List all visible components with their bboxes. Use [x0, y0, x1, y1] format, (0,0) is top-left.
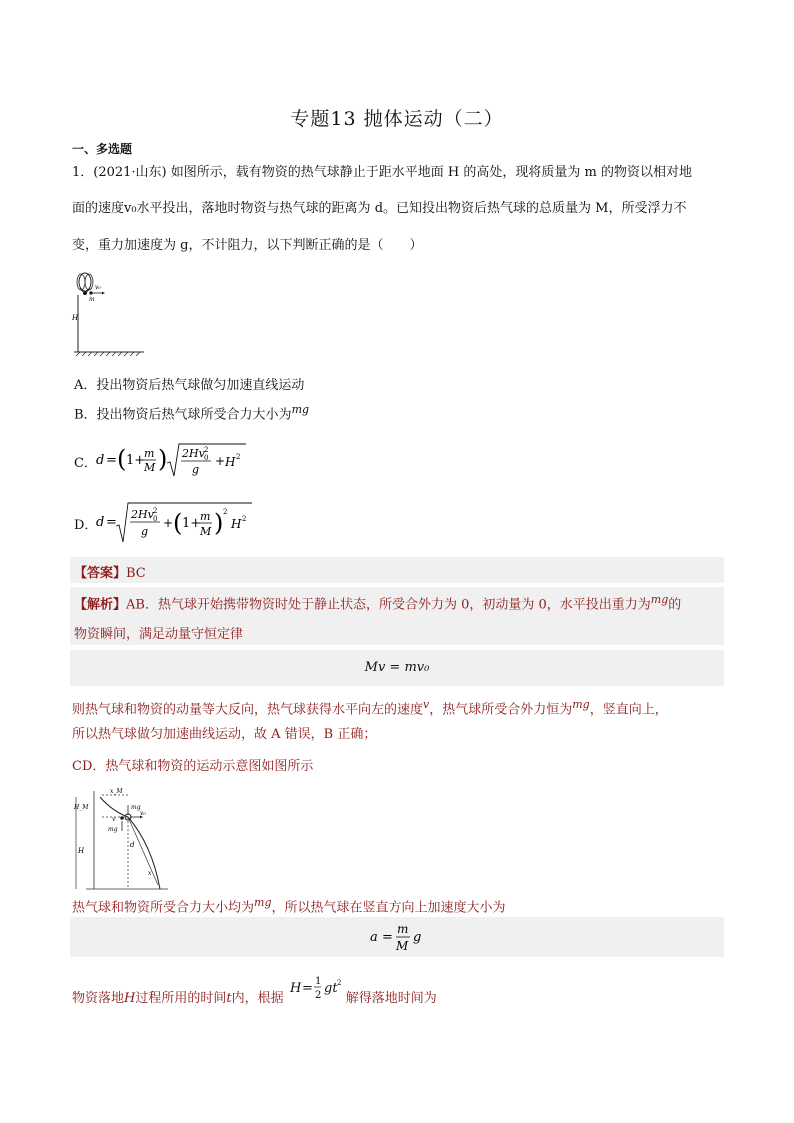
svg-text:M: M: [396, 939, 409, 953]
analysis-line-3: [72, 696, 668, 719]
svg-text:H: H: [289, 981, 302, 996]
svg-text:2: 2: [153, 507, 158, 515]
svg-text:=: =: [301, 981, 313, 996]
svg-text:2: 2: [242, 515, 247, 523]
option-d-label: D．: [74, 518, 98, 533]
analysis-line-5: CD．热气球和物资的运动示意图如图所示: [72, 759, 314, 774]
analysis-p7-mid: 过程所用的时间: [135, 991, 227, 1006]
analysis-p2: 物资瞬间，满足动量守恒定律: [74, 627, 244, 642]
svg-text:d: d: [96, 453, 105, 468]
svg-text:=: =: [382, 930, 393, 945]
svg-text:1: 1: [314, 976, 322, 987]
svg-text:g: g: [141, 525, 149, 538]
analysis-p7-end: 解得落地时间为: [345, 991, 437, 1006]
analysis-p3-math2: mg: [572, 698, 590, 711]
analysis-p7-t: t: [226, 991, 232, 1006]
v0-label: v₀: [95, 284, 101, 291]
option-c-formula: [96, 440, 256, 482]
svg-text:m: m: [397, 922, 409, 936]
svg-text:g: g: [413, 930, 422, 945]
v0-label-2: v₀: [140, 810, 146, 817]
section-heading: 一、多选题: [72, 142, 133, 156]
analysis-line-4: 所以热气球做匀加速曲线运动，故 A 错误，B 正确；: [72, 727, 377, 742]
analysis-p3-math: v: [423, 698, 430, 711]
svg-text:): ): [214, 509, 224, 537]
svg-text:m: m: [144, 447, 155, 460]
analysis-line-1: [70, 587, 724, 617]
equation-2-block: [70, 917, 724, 957]
analysis-line-7: [72, 966, 437, 1006]
svg-text:2: 2: [223, 508, 228, 516]
analysis-p1-end: 的: [668, 597, 682, 613]
svg-text:0: 0: [153, 515, 158, 523]
analysis-line-6: [72, 894, 506, 917]
svg-text:+: +: [215, 454, 226, 468]
xM-label: x_M: [110, 788, 123, 795]
answer-block: [70, 557, 724, 583]
svg-text:H: H: [225, 455, 236, 469]
answer-label: 【答案】: [74, 566, 127, 581]
H-label: H: [72, 314, 79, 322]
balloon-figure: [70, 268, 150, 360]
mg-bottom-label: mg: [108, 826, 118, 833]
svg-text:2Hv: 2Hv: [131, 508, 154, 521]
equation-fall: [288, 974, 346, 1004]
trajectory-diagram: [72, 785, 172, 897]
analysis-p7-H: H: [124, 991, 136, 1006]
d-label: d: [130, 841, 135, 849]
H-label-2: H: [78, 847, 85, 855]
svg-text:=: =: [106, 453, 117, 468]
svg-text:2: 2: [336, 979, 342, 987]
option-b-text: B．投出物资后热气球所受合力大小为: [74, 407, 292, 423]
question-line-1: 1．(2021·山东) 如图所示，载有物资的热气球静止于距水平地面 H 的高处，现将质量为 m 的物资以相对地: [72, 165, 692, 180]
option-a: A．投出物资后热气球做匀加速直线运动: [74, 378, 305, 393]
svg-text:2: 2: [236, 453, 241, 461]
option-b: [74, 403, 309, 422]
m-label: m: [89, 296, 95, 303]
question-line-2: 面的速度v₀水平投出，落地时物资与热气球的距离为 d。已知投出物资后热气球的总质量为 M，所受浮力不: [72, 201, 687, 216]
svg-text:m: m: [200, 510, 211, 523]
analysis-p1: AB．热气球开始携带物资时处于静止状态，所受合外力为 0，初动量为 0，水平投出重力为: [126, 597, 651, 613]
svg-text:M: M: [144, 461, 156, 474]
analysis-p6-math: mg: [254, 896, 272, 909]
page-title: 专题13 抛体运动（二）: [290, 108, 504, 130]
option-d-formula: [96, 500, 256, 546]
svg-text:M: M: [200, 525, 212, 538]
analysis-p3: 则热气球和物资的动量等大反向，热气球获得水平向左的速度: [72, 702, 424, 718]
analysis-p1-math: mg: [650, 593, 669, 606]
v-label: v: [112, 816, 116, 823]
svg-text:g: g: [192, 463, 200, 476]
analysis-p3-mid: ，热气球所受合外力恒为: [429, 702, 573, 718]
analysis-p7: 物资落地: [72, 991, 125, 1006]
answer-value: BC: [126, 566, 146, 581]
equation-1-block: [70, 650, 724, 686]
analysis-p6: 热气球和物资所受合力大小均为: [72, 900, 255, 916]
svg-text:(: (: [117, 445, 127, 473]
svg-text:2: 2: [204, 446, 209, 454]
x-label: x: [148, 870, 152, 877]
mg-top-label: mg: [131, 804, 141, 811]
svg-text:1+: 1+: [182, 516, 202, 531]
option-b-math: mg: [291, 403, 310, 416]
svg-text:d: d: [96, 515, 105, 530]
option-c-label: C．: [74, 456, 97, 471]
analysis-label: 【解析】: [74, 597, 127, 613]
question-line-3: 变，重力加速度为 g，不计阻力，以下判断正确的是（ ）: [72, 238, 423, 253]
svg-text:2: 2: [314, 990, 322, 1001]
equation-momentum: Mv = mv₀: [364, 660, 430, 675]
analysis-p6-end: ，所以热气球在竖直方向上加速度大小为: [271, 900, 506, 916]
analysis-p3-end: ，竖直向上，: [589, 702, 668, 718]
svg-text:1+: 1+: [126, 453, 146, 468]
svg-text:+: +: [163, 516, 174, 530]
svg-text:(: (: [173, 509, 183, 537]
equation-acceleration: [370, 919, 450, 955]
HM-label: H_M: [74, 804, 89, 811]
analysis-line-2: [70, 617, 724, 645]
svg-text:0: 0: [204, 454, 209, 462]
svg-text:H: H: [231, 517, 242, 531]
analysis-p7-mid2: 内，根据: [231, 991, 284, 1006]
svg-text:): ): [158, 445, 168, 473]
svg-text:=: =: [106, 515, 117, 530]
svg-text:gt: gt: [323, 981, 338, 996]
svg-text:2Hv: 2Hv: [182, 447, 205, 460]
svg-text:a: a: [370, 930, 378, 945]
